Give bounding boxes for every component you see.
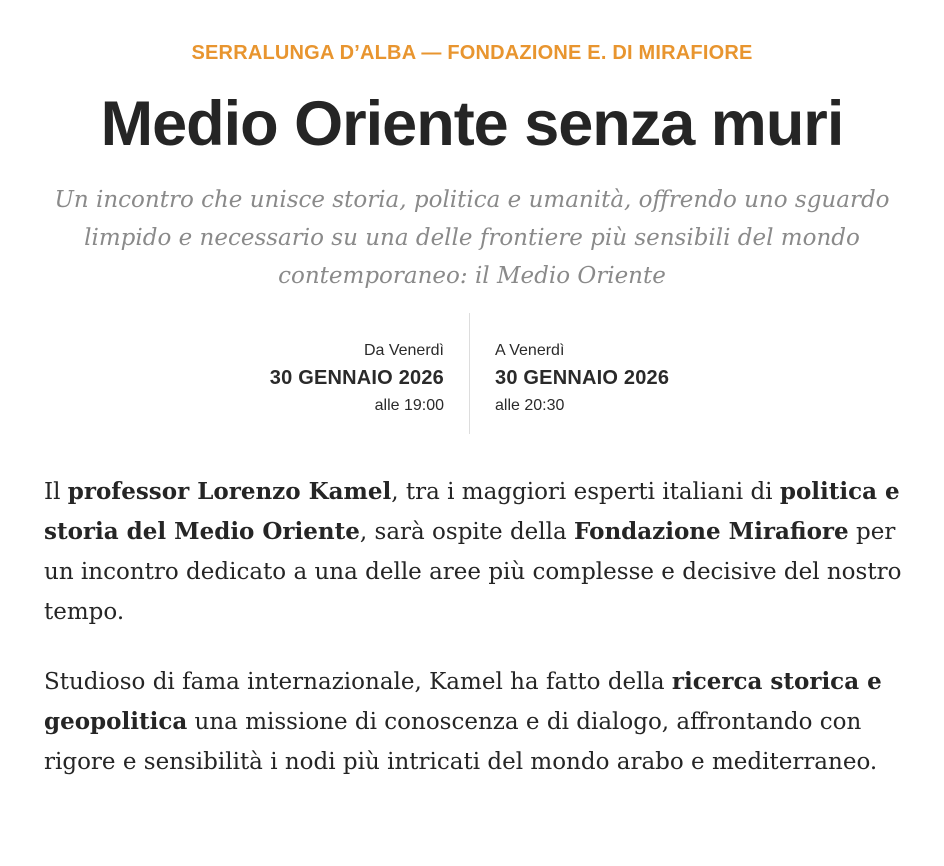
intro-text-1: Il xyxy=(44,479,68,505)
intro-text-4: per un incontro dedicato a una delle aree più complesse e decisive del nostro tempo. xyxy=(44,519,902,625)
intro-text-2: , tra i maggiori esperti italiani di xyxy=(391,479,780,505)
event-location-kicker: SERRALUNGA D’ALBA — FONDAZIONE E. DI MIRAFIORE xyxy=(191,42,753,64)
page-title: Medio Oriente senza muri xyxy=(100,89,844,159)
start-day-label: Da Venerdì xyxy=(363,342,444,359)
bio-text-1: Studioso di fama internazionale, Kamel ha fatto della xyxy=(44,669,672,695)
speaker-name: professor Lorenzo Kamel xyxy=(67,478,392,505)
host-name: Fondazione Mirafiore xyxy=(574,518,849,545)
intro-text-3: , sarà ospite della xyxy=(359,519,575,545)
start-time: alle 19:00 xyxy=(374,397,444,414)
bio-paragraph xyxy=(44,662,904,782)
expertise-highlight: politica e storia del Medio Oriente xyxy=(44,478,900,545)
date-divider xyxy=(469,313,470,434)
end-date-block xyxy=(495,340,669,418)
end-time: alle 20:30 xyxy=(495,397,565,414)
end-date: 30 GENNAIO 2026 xyxy=(495,367,670,389)
intro-paragraph xyxy=(44,472,904,632)
start-date-block xyxy=(270,340,444,418)
page-subtitle: Un incontro che unisce storia, politica e umanità, offrendo uno sguardo limpido e necessario su una delle frontiere più sensibili del mondo contemporaneo: il Medio Oriente xyxy=(54,187,890,289)
bio-text-2: una missione di conoscenza e di dialogo, affrontando con rigore e sensibilità i nodi più intricati del mondo arabo e mediterraneo. xyxy=(44,709,878,775)
research-highlight: ricerca storica e geopolitica xyxy=(44,668,882,735)
start-date: 30 GENNAIO 2026 xyxy=(269,367,444,389)
end-day-label: A Venerdì xyxy=(495,342,565,359)
